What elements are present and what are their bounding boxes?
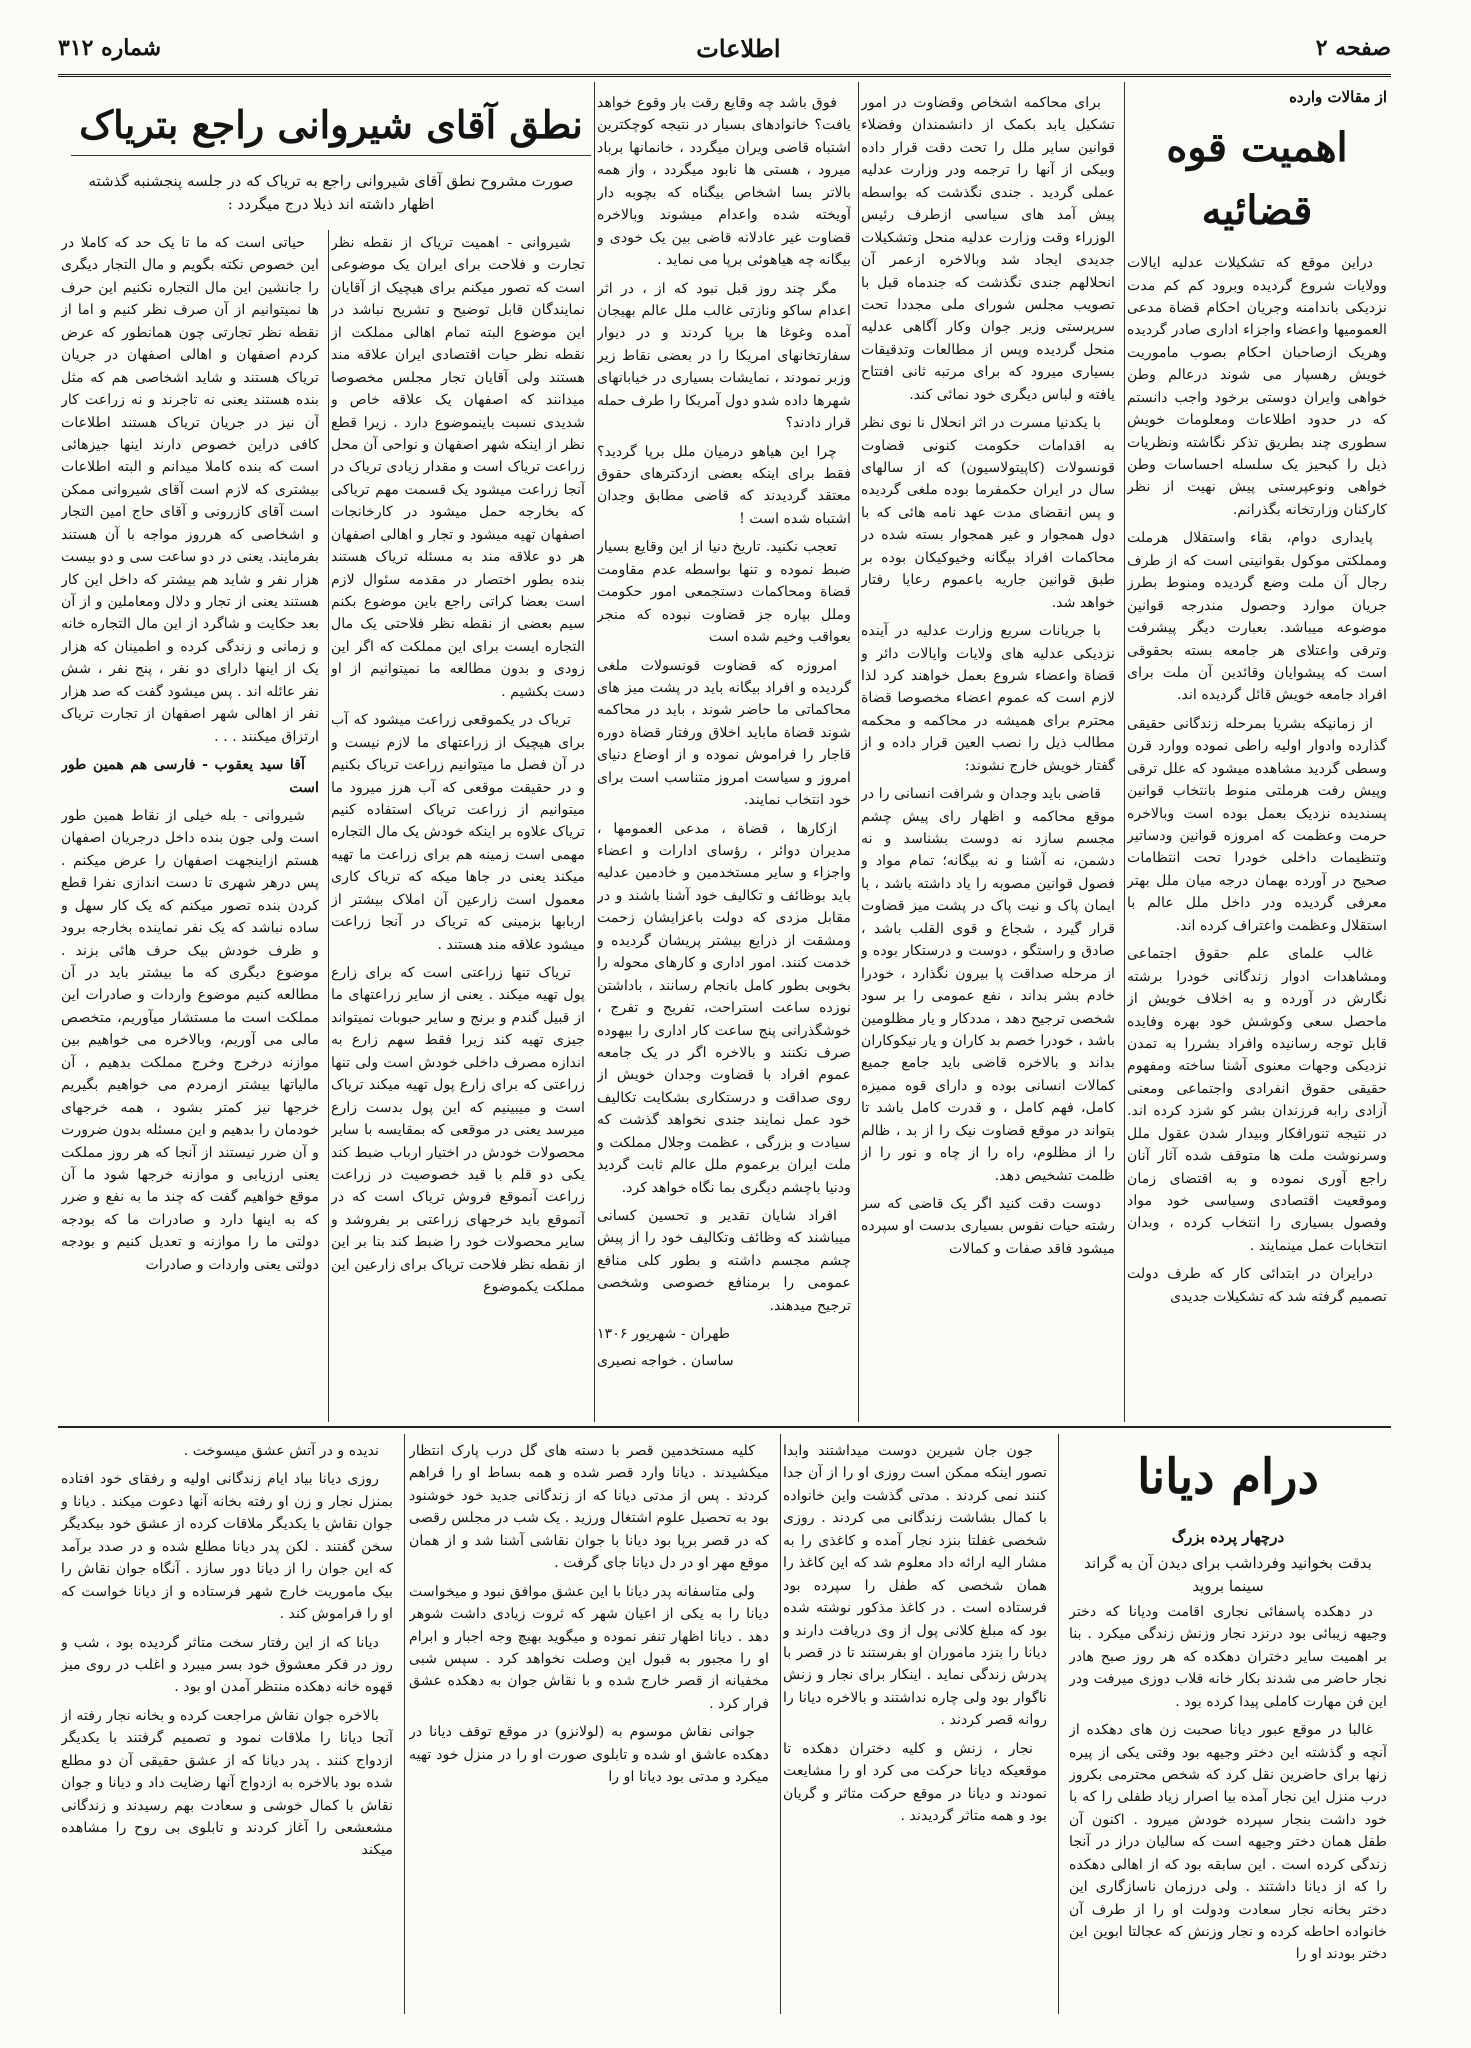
paragraph: ولی متاسفانه پدر دیانا با این عشق موافق نبود و میخواست دیانا را به یکی از اعیان شهر که ثروت زیادی داشت شوهر دهد . دیانا اظهار تنفر نموده و میگوید بهیچ وجه اجبار و ابرام او را مجبور به قبول این وصلت نخواهد کرد . سپس شبی مخفیانه از قصر خارج شده و با نقاش جوان به دهکده عشق فرار کرد . (409, 1583, 769, 1712)
issue-number: شماره ۳۱۲ (58, 35, 162, 61)
speech-title: نطق آقای شیروانی راجع بتریاک (71, 102, 591, 156)
drama-tagline: بدقت بخوانید وفرداشب برای دیدن آن به گراند سینما بروید (1084, 1553, 1372, 1596)
column-rule (594, 82, 595, 1422)
column-rule (780, 1434, 781, 2014)
paragraph: تعجب نکنید. تاریخ دنیا از این وقایع بسیار ضبط نموده و تنها بواسطه عدم مقاومت قضاة ومحاکمات دستجمعی امور حکومت وملل بپاره جز قضاوت نبوده که منجر بعواقب وخیم شده است (597, 539, 851, 646)
paragraph: تریاک در یکموقعی زراعت میشود که آب برای هیچیک از زراعتهای ما لازم نیست و در آن فصل ما میتوانیم زراعت تریاک بکنیم و در حقیقت موقعی که آب هرز میرود ما میتوانیم از زراعت تریاک استفاده کنیم تریاک علاوه بر اینکه خودش یک مال التجاره مهمی است زمینه هم برای زراعت ما تهیه میکند یعنی در جاها میکه که تریاک کاری معمول است زارعین آن املاک بیشتر از اربابها بزمینی که تریاک در آنجا زراعت میشود علاقه مند هستند . (331, 712, 585, 953)
paragraph: جوانی نقاش موسوم به (لولانزو) در موقع توقف دیانا در دهکده عاشق او شده و تابلوی صورت او را در منزل خود تهیه میکرد و مدتی بود دیانا او را (409, 1724, 769, 1786)
paragraph: برای محاکمه اشخاص وقضاوت در امور تشکیل یابد بکمک از دانشمندان وفضلاء قوانین سایر ملل را تحت دقت قرار داده وبیکی از آنها را ترجمه ودر وزارت عدلیه عملی گردید . جندی نگذشت که بواسطه پیش آمد های سیاسی ازطرف رئیس الوزراء وقت وزارت عدلیه منحل وتشکیلات جدیدی ایجاد شد وبالاخره ازعمر آن انحلالهم جندی نگذشت که جندماه قبل با تصویب مجلس شورای ملی مجددا تحت سرپرستی وزیر جوان وکار آگاهی عدلیه منحل گردیده وپس از مطالعات وتدقیقات بسیاری میرود که برای مرتبه ثانی افتتاح یافته و لباس دیگری خود نمائی کند. (861, 95, 1115, 403)
column-rule (1124, 82, 1125, 1422)
paragraph: از زمانیکه بشریا بمرحله زندگانی حقیقی گذارده وادوار اولیه راطی نموده ووارد قرن وسطی گردید مشاهده میشود که علل ترقی وپیش رفت هرملتی منوط بانتخاب قوانین پسندیده نزدیک بعمل بوده است وبالاخره حرمت وعظمت که امروزه قوانین ودساتیر وتنظیمات داخلی خودرا تحت انتظامات صحیح در آورده بهمان درجه میان ملل بهتر معرفی گردیده ودر داخل ملل عالم با استقلال وعظمت واعتراف کرده اند. (1127, 715, 1387, 934)
masthead: اطلاعات (696, 33, 781, 63)
paragraph: جون جان شیرین دوست میداشتند وابدا تصور اینکه ممکن است روزی او را از آن جدا کنند نمی کردند . مدتی گذشت واین خانواده با کمال بشاشت زندگانی می کردند . روزی شخصی غفلتا بنزد نجار آمده و کاغذی را به مشار الیه ارائه داد معلوم شد که این کاغذ را همان شخصی که طفل را سپرده بود فرستاده است . در کاغذ مذکور نوشته شده بود که مبلغ کلانی پول از وی دریافت دارند و دیانا را بنزد ماموران او بفرستند تا در قصر با پدرش زندگی نماید . اینکار برای نجار و زنش ناگوار بود ولی چاره نداشتند و بالاخره دیانا را روانه قصر کردند . (783, 1443, 1047, 1729)
paragraph: شیروانی - بله خیلی از نقاط همین طور است ولی جون بنده داخل درجریان اصفهان هستم ازاینجهت اصفهان را عرض میکنم . پس درهر شهری تا دست اندازی نفرا قطع کردن بنده تصور میکنم که یک کار سهل و ساده نباشد که یک نفر نماینده بخارجه برود و ظرف خودش بیک حرف هائی بزند . موضوع دیگری که ما بیشتر باید در آن مطالعه کنیم موضوع واردات و صادرات این مملکت است ما مستشار میآوریم، متخصص مالی می آوریم، وبالاخره می خواهیم بین موازنه درخرج وخرج مملکت بدهیم ، آن مالیاتها بیشتر ازمردم می خواهیم بگیریم خرجها نیز کمتر بشود ، همه خرجهای خودمان را بدهیم و این مسئله بدون ضرورت و آن ضرر نیستند از آنجا که هر روز مملکت یعنی ارزیابی و موازنه خرجها شود ما آن موقع خواهیم گفت که چند ما به نفع و ضرر که به اینها دارد و صادرات ما که بودجه دولتی ما را موازنه و تعدیل کنیم و بودجه دولتی یعنی واردات و صادرات (61, 807, 319, 1273)
signature-name: ساسان . خواجه نصیری (597, 1352, 734, 1369)
paragraph: دوست دقت کنید اگر یک قاضی که سر رشته حیات نفوس بسیاری بدست او سپرده میشود فاقد صفات و کمالات (861, 1196, 1115, 1257)
article-title: اهمیت قوه قضائیه (1166, 123, 1348, 234)
paragraph: با جریانات سریع وزارت عدلیه در آینده نزدیکی عدلیه های ولایات وایالات دائر و قضاة واعضاء شروع بعمل خواهند کرد لذا لازم است که عموم اعضاء مخصوصا قضاة محترم برای همیشه در محاکمه و محکمه مطالب ذیل را نصب العین قرار داده و از گفتار خویش خارج نشوند: (861, 623, 1115, 774)
paragraph: غالب علمای علم حقوق اجتماعی ومشاهدات ادوار زندگانی خودرا برشته نگارش در آورده و به اخلاف خویش از ماحصل سعی وکوشش خود بهره وفایده قابل توجه رسانیده وافراد بشررا به تمدن نزدیکی وجهات معنوی آشنا ساخته ومفهوم حقیقی حقوق انفرادی واجتماعی ومعنی آزادی رابه فرزندان بشر کو شزد کرده اند. در نتیجه تنورافکار وبیدار شدن عقول ملل وسرنوشت ملت ها متوقف شده آثار آنان راجع آوری نموده و به اقتضای زمان وموقعیت اقتصادی وسیاسی خود مواد وفصول بسیاری را انتخاب کرده ، وبدان انتخابات عمل مینمایند . (1127, 946, 1387, 1254)
paragraph: پایداری دوام، بقاء واستقلال هرملت ومملکتی موکول بقوانینی است که از طرف رجال آن ملت وضع گردیده ومنوط بطرز جریان موارد وحصول مندرجه قوانین موضوعه میباشد. بعبارت دیگر پیشرفت وترقی واعتلای هر جامعه بسته بحقوقی است که پیشوایان وقائدین آن ملت برای افراد جامعه خویش قائل گردیده اند. (1127, 530, 1387, 704)
paragraph: کلیه مستخدمین قصر با دسته های گل درب پارک انتظار میکشیدند . دیانا وارد قصر شده و همه بساط او را فراهم کردند . پس از مدتی دیانا که از زندگانی جدید خود خوشنود بود به تحصیل علوم اشتغال ورزید . یک شب در مجلس رقصی که در قصر برپا بود دیانا با جوان نقاشی آشنا شد و از همان موقع مهر او در دل دیانا جای گرفت . (409, 1443, 769, 1572)
paragraph: تریاک تنها زراعتی است که برای زارع پول تهیه میکند . یعنی از سایر زراعتهای ما از قبیل گندم و برنج و سایر حبوبات نمیتواند جیزی تهیه کند زیرا فقط سهم زارع به اندازه مصرف داخلی خودش است ولی تنها زراعتی که برای زارع پول تهیه میکند تریاک است و میبینیم که این پول بدست زارع میرسد یعنی در موقعی که بمقایسه با سایر محصولات خودش در اختیار ارباب ضبط کند یکی دو قلم با قید خصوصیت در زراعت زراعت آنموقع فروش تریاک است که در آنموقع باید خرجهای زراعتی بر بفروشد و سایر محصولات خود را ضبط کند بنا بر این از نقطه نظر فلاحت تریاک برای زارعین این مملکت یکموضوع (331, 965, 585, 1296)
running-header (58, 22, 1391, 77)
paragraph: ازکارها ، قضاة ، مدعی العمومها ، مدیران دوائر ، رؤسای ادارات و اعضاء واجزاء و سایر مستخدمین و خادمین عدلیه باید بوظائف و تکالیف خود آشنا باشند و در مقابل مزدی که دولت باعزایشان زحمت ومشقت از ذرایع بیشتر پریشان گردیده و خدمت کنند. امور اداری و کارهای محوله را بخوبی بطور کامل بانجام رسانند ، باداشتن نوزده ساعت استراحت، تفریح و تفرج ، خوشگذرانی پنج ساعت کار اداری را بیهوده صرف نکنند و بالاخره اگر در یک جامعه عموم افراد با قضاوت وجدان خویش از روی صداقت و درستکاری بشکایت تکالیف خود عمل نمایند جندی نخواهد گذشت که سیادت و بزرگی ، عظمت وجلال مملکت و ملت ایران برعموم ملل عالم ثابت گردید ودنیا باچشم دیگری بما نگاه خواهد کرد. (597, 820, 851, 1196)
paragraph: شیروانی - اهمیت تریاک از نقطه نظر تجارت و فلاحت برای ایران یک موضوعی است که تصور میکنم برای هیچیک از آقایان نمایندگان قابل توضیح و تشریح نباشد در این موضوع البته تمام اهالی مملکت از نقطه نظر حیات اقتصادی ایران علاقه مند هستند ولی آقایان تجار مجلس مخصوصا میدانند که اصفهان یک علاقه خاص و شدیدی نسبت باینموضوع دارد . زیرا قطع نظر از اینکه شهر اصفهان و نواحی آن محل زراعت تریاک است و مقدار زیادی تریاک در آنجا زراعت میشود یک قسمت مهم تریاکی که بخارجه حمل میشود در کارخانجات اصفهان تهیه میشود و تجار و اهالی اصفهان هر دو علاقه مند به مسئله تریاک هستند بنده بطور اختصار در مقدمه سئوال لازم است بعضا کراتی راجع باین موضوع بکنم سیم بعضی از نقطه نظر فلاحتی یک مال التجاره ایست برای این مملکت که اگر این زودی و بدون مطالعه ما نمیتوانیم از او دست بکشیم . (331, 235, 585, 700)
paragraph: افراد شایان تقدیر و تحسین کسانی میباشند که وظائف وتکالیف خود را از پیش چشم مجسم داشته و بطور کلی منافع عمومی را برمنافع خصوصی وشخصی ترجیح میدهند. (597, 1208, 851, 1314)
speech-subtitle: صورت مشروح نطق آقای شیروانی راجع به تریاک که در جلسه پنجشنبه گذشته اظهار داشته اند ذیلا درج میگردد : (88, 172, 574, 214)
column-rule (328, 230, 329, 1422)
drama-column-4 (61, 1440, 393, 2014)
drama-column-3 (409, 1440, 769, 2014)
paragraph: ندیده و در آتش عشق میسوخت . (183, 1443, 379, 1459)
paragraph: قاضی باید وجدان و شرافت انسانی را در موقع محاکمه و اظهار رای پیش چشم مجسم سازد نه دوست بشناسد و نه دشمن، نه آشنا و نه بیگانه؛ تمام مواد و فصول قوانین مصوبه را یاد داشته باشد ، با ایمان پاک و نیت پاک در پشت میز قضاوت قرار گیرد ، شجاع و قوی القلب باشد ، صادق و راستگو ، دوست و درستکار بوده و از مرحله صداقت پا بیرون نگذارد ، خودرا خادم بشر بداند ، نفع عمومی را بر سود شخصی ترجیح دهد ، مددکار و یار مظلومین باشد ، خودرا خصم بد کاران و یار نیکوکاران بداند و بالاخره قاضی باید جامع جمیع کمالات انسانی بوده و دارای قوه ممیزه کامل، فهم کامل ، و قدرت کامل باشد تا بتواند در موقع قضاوت نیک را از بد ، ظالم را از مظلوم، راه را از چاه و نور را از ظلمت تشخیص دهد. (861, 786, 1115, 1184)
paragraph: دیانا که از این رفتار سخت متاثر گردیده بود ، شب و روز در فکر معشوق خود بسر میبرد و اغلب در روی میز قهوه خانه دهکده منتظر آمدن او بود . (61, 1634, 393, 1696)
section-divider (58, 1426, 1391, 1428)
drama-title: درام دیانا (1137, 1449, 1319, 1505)
paragraph: با یکدنیا مسرت در اثر انحلال نا نوی نظر به اقدامات حکومت کنونی قضاوت قونسولات (کاپیتولاسیون) که از سالهای سال در ایران حکمفرما بوده ملغی گردیده و پس انقضای مدت عهد نامه هائی که با دول همجوار و غیر همجوار بسته شده در محاکمات افراد بیگانه وخیوکیکان بوده بر طبق قوانین جاریه باعموم رعایا رفتار خواهد شد. (861, 415, 1115, 611)
signature-date: طهران - شهریور ۱۳۰۶ (597, 1326, 731, 1343)
article-drama-diana (1069, 1436, 1387, 2014)
paragraph: بالاخره جوان نقاش مراجعت کرده و بخانه نجار رفته از آنجا دیانا را ملاقات نمود و تصمیم گرفتند با یکدیگر ازدواج کنند . پدر دیانا که از عشق حقیقی آن دو مطلع شده بود بالاخره به ازدواج آنها رضایت داد و دیانا و جوان نقاش با کمال خوشی و سعادت بهم رسیدند و زندگانی مشعشعی را آغاز کردند و تابلوی بی روح را مشاهده میکند (61, 1707, 393, 1859)
article-judiciary-end (597, 92, 851, 1420)
paragraph: حیاتی است که ما تا یک حد که کاملا در این خصوص نکته بگویم و مال التجار دیگری را جانشین این مال التجاره نکنیم این حرف ها نمیتوانیم از آن صرف نظر کنیم و اما از نقطه نظر تجارتی چون همانطور که عرض کردم اصفهان و اهالی اصفهان در جریان تریاک هستند و شاید اشخاصی هم که مثل بنده هستند یعنی نه تاجرند و نه زراعت کار آن نیز در جریان تریاک هستند اطلاعات کافی دراین خصوص دارند اینها جیزهائی است که بنده کاملا میدانم و البته اطلاعات بیشتری که لازم است آقای شیروانی ممکن است آقای کازرونی و آقای حاج امین التجار و اشخاصی که هرروز مواجه با آن هستند بفرمایند. یعنی در دو ساعت سی و دو بیست هزار نفر و شاید هم بیشتر که داخل این کار هستند یعنی از تجار و دلال ومعاملین و از آن بعد حکایت و شاگرد از این مال التجاره خانه و زمانی و زندگی کرده و اطمینان که هزار یک از اینها دارای دو نفر ، پنج نفر ، شش نفر عائله اند . پس میشود گفت که صد هزار نفر از اهالی شهر اصفهان از تجارت تریاک ارتزاق میکنند . . . (61, 235, 319, 745)
column-rule (1058, 1434, 1059, 2014)
paragraph: درایران در ابتدائی کار که طرف دولت تصمیم گرفته شد که تشکیلات جدیدی (1127, 1266, 1387, 1305)
paragraph: روزی دیانا بیاد ایام زندگانی اولیه و رفقای خود افتاده بمنزل نجار و زن او رفته بخانه آنها دعوت میکند . دیانا و جوان نقاش با یکدیگر ملاقات کرده از عشق خود بیکدیگر سخن گفتند . لکن پدر دیانا مطلع شده و در صدد برآمد که این جوان را از دیانا دور سازد . آنگاه جوان نقاش را بیک ماموریت خارج شهر فرستاده و از دیانا خواست که او را فراموش کند . (61, 1471, 393, 1623)
page-number: صفحه ۲ (1315, 35, 1391, 61)
article-judiciary-continued (861, 92, 1115, 1420)
paragraph: امروزه که قضاوت قونسولات ملغی گردیده و افراد بیگانه باید در پشت میز های محاکماتی ما حاضر شوند ، باید در محاکمه شوند قضاة ماباید اخلاق ورفتار قضاة دوره قاجار را فراموش نموده و از اوضاع دنیای امروز و سیاست امروز متناسب است برای خود انتخاب نمایند. (597, 657, 851, 809)
interjection: آقا سید یعقوب - فارسی هم همین طور است (61, 757, 319, 796)
paragraph: فوق باشد چه وقایع رقت بار وقوع خواهد یافت؟ خانوادهای بسیار در نتیجه کوچکترین اشتباه قاضی ویران میگردد ، خانمانها برباد میرود ، هستی ها نابود میگردد ، واز همه بالاتر بسا اشخاص بیگناه که بچوبه دار آویخته شده واعدام میشوند وبالاخره قضاوت غیر عادلانه قاضی بین یک خودی و بیگانه چه هیاهوئی برپا می نماید . (597, 95, 851, 269)
column-rule (858, 82, 859, 1422)
drama-subtitle: درچهار پرده بزرگ (1171, 1527, 1285, 1546)
drama-column-2 (783, 1440, 1047, 2014)
paragraph: نجار ، زنش و کلیه دختران دهکده تا موقعیکه دیانا حرکت می کرد او را مشایعت نمودند و دیانا در موقع حرکت متاثر و گریان بود و همه متاثر گردیدند . (783, 1740, 1047, 1824)
article-judiciary (1127, 86, 1387, 1420)
column-rule (404, 1434, 405, 2014)
paragraph: چرا این هیاهو درمیان ملل برپا گردید؟ فقط برای اینکه بعضی ازدکترهای حقوق معتقد گردیدند که قاضی مطابق وجدان اشتباه شده است ! (597, 443, 851, 527)
paragraph: غالبا در موقع عبور دیانا صحبت زن های دهکده از آنچه و گذشته این دختر وجیهه بود وقتی یکی از پیره زنها برای حاضرین نقل کرد که شخص محترمی بکروز درب منزل این نجار آمده بیا اصرار زیاد طفلی را که با خود داشت بنجار سپرده خودش میرود . اکنون آن طفل همان دختر وجیهه است که سالیان دراز در آنجا زندگی کرده است . این سابقه بود که از اهالی دهکده را که از دیانا داشتند . ولی درزمان ناسازگاری این دختر بخانه نجار سعادت ودولت او را از طرف آن خانواده احاطه کرده و نجار وزنش که عجالتا ابوین این دختر بودند او را (1069, 1722, 1387, 1963)
paragraph: مگر چند روز قبل نبود که از ، در اثر اعدام ساکو ونازتی غالب ملل عالم بهیجان آمده وغوغا ها برپا کردند و در دیوار سفارتخانهای امریکا را در بعضی نقاط زیر وزبر نمودند ، نمایشات بسیاری در خیابانهای شهرها داده شدو دول آمریکا را طرف حمله قرار دادند؟ (597, 280, 851, 432)
paragraph: در دهکده پاسفائی نجاری اقامت ودیانا که دختر وجیهه زیبائی بود درنزد نجار وزنش زندگی میکرد . بنا بر اهمیت سایر دختران دهکده که هر روز صبح هادر نجار حاضر می شدند بکار خانه قلاب دوزی میرفت ودر این فن مهارت کاملی پیدا کرده بود . (1069, 1603, 1387, 1710)
speech-column-right (331, 232, 585, 1420)
speech-column-left (61, 232, 319, 1420)
paragraph: دراین موقع که تشکیلات عدلیه ایالات وولایات شروع گردیده وبرود کم کم مدت نزدیکی باندامنه وجریان احکام قضاة مدعی العمومیها واعضاء واجزاء اداری صادر گردیده وهریک ازصاحبان احکام بصوب ماموریت خویش رهسپار می شوند درعالم وطن خواهی وایران دوستی برخود واجب دانستم که در حدود اطلاعات ومعلومات خویش سطوری چند بطریق تذکر نگاشته ونظریات ذیل را کبحیز یک سلسله احساسات وطن خواهی ونوعپرستی پیش نهیت از نظر کارکنان وزارتخانه بگذرانم. (1127, 255, 1387, 518)
section-label: از مقالات وارده (1289, 88, 1387, 106)
